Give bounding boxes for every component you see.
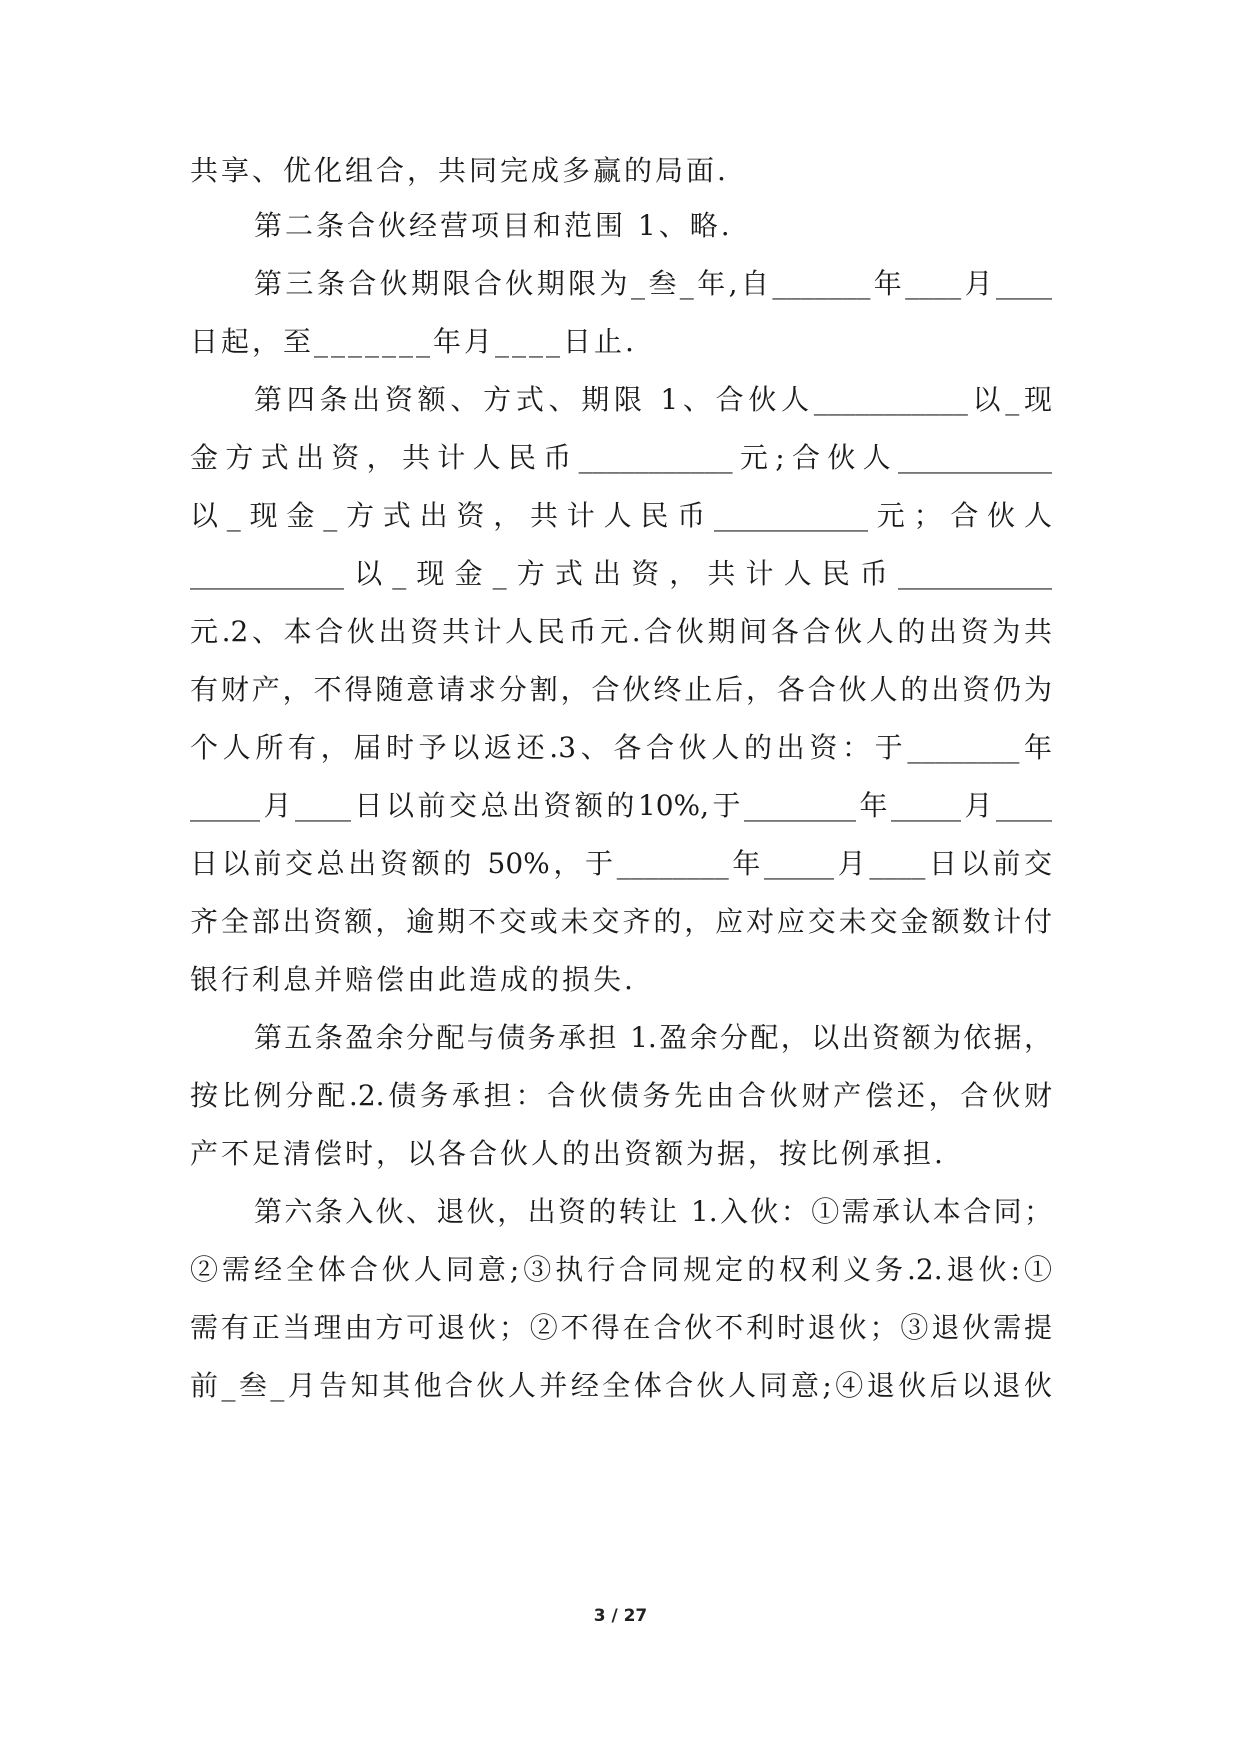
article-3-line-1: 第三条合伙期限合伙期限为_叁_年,自_______年____月____ (254, 267, 1052, 300)
article-4-line-9: 日以前交总出资额的 50%，于________年_____月____日以前交 (190, 847, 1052, 880)
article-4-line-5: 元.2、本合伙出资共计人民币元.合伙期间各合伙人的出资为共 (190, 615, 1052, 648)
article-6-line-2: ②需经全体合伙人同意;③执行合同规定的权利义务.2.退伙:① (190, 1253, 1052, 1286)
article-5-line-1: 第五条盈余分配与债务承担 1.盈余分配，以出资额为依据， (254, 1021, 1052, 1054)
article-4-line-4: ___________以_现金_方式出资，共计人民币___________ (190, 557, 1052, 590)
article-6-line-3: 需有正当理由方可退伙；②不得在合伙不利时退伙；③退伙需提 (190, 1311, 1052, 1344)
article-3-line-2: 日起，至_______年月____日止. (190, 325, 637, 358)
article-2-heading: 第二条合伙经营项目和范围 1、略. (254, 209, 733, 242)
article-6-line-1: 第六条入伙、退伙，出资的转让 1.入伙：①需承认本合同； (254, 1195, 1052, 1228)
article-6-line-4: 前_叁_月告知其他合伙人并经全体合伙人同意;④退伙后以退伙 (190, 1369, 1052, 1402)
page-number: 3 / 27 (593, 1606, 648, 1626)
article-4-line-11: 银行利息并赔偿由此造成的损失. (190, 963, 636, 996)
text-line-1: 共享、优化组合，共同完成多赢的局面. (190, 154, 729, 187)
article-4-line-8: _____月____日以前交总出资额的10%,于________年_____月____ (190, 789, 1052, 822)
article-4-line-2: 金方式出资，共计人民币___________元;合伙人___________ (190, 441, 1052, 474)
article-4-line-10: 齐全部出资额，逾期不交或未交齐的，应对应交未交金额数计付 (190, 905, 1052, 938)
article-4-line-3: 以_现金_方式出资，共计人民币___________元；合伙人 (190, 499, 1052, 532)
article-4-line-6: 有财产，不得随意请求分割，合伙终止后，各合伙人的出资仍为 (190, 673, 1052, 706)
article-5-line-3: 产不足清偿时，以各合伙人的出资额为据，按比例承担. (190, 1137, 946, 1170)
article-4-line-7: 个人所有，届时予以返还.3、各合伙人的出资：于________年 (190, 731, 1052, 764)
article-4-line-1: 第四条出资额、方式、期限 1、合伙人___________以_现 (254, 383, 1052, 416)
article-5-line-2: 按比例分配.2.债务承担：合伙债务先由合伙财产偿还，合伙财 (190, 1079, 1052, 1112)
